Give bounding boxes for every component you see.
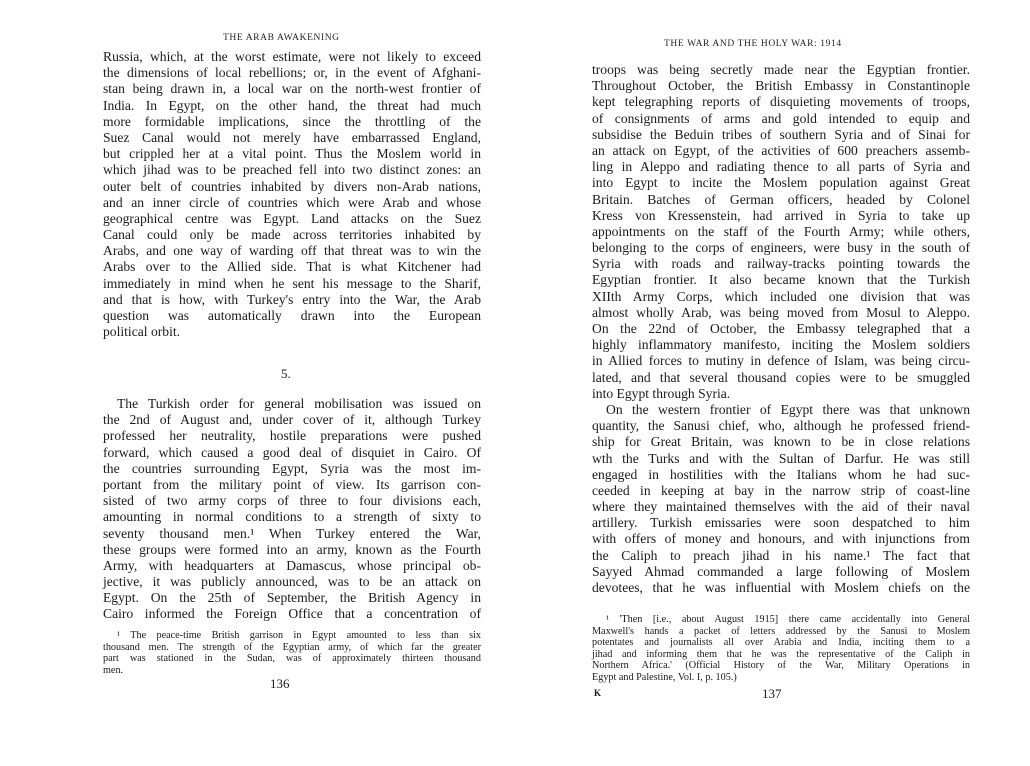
text-line: Army, with headquarters at Damascus, whose principal ob- [103, 557, 481, 573]
text-line: Throughout October, the British Embassy in Constantinople [592, 78, 970, 94]
text-line: Canal could only be made across territories inhabited by [103, 227, 481, 243]
text-line: Egypt. On the 25th of September, the British Agency in [103, 590, 481, 606]
text-line: XIIth Army Corps, which included one division that was [592, 288, 970, 304]
signature-mark: K [594, 688, 602, 698]
text-line: Kress von Kressenstein, had arrived in Syria to take up [592, 207, 970, 223]
running-head: THE WAR AND THE HOLY WAR: 1914 [664, 39, 842, 49]
text-line: and an inner circle of countries which were Arab and whose [103, 194, 481, 210]
text-line: the dimensions of local rebellions; or, in the event of Afghani- [103, 65, 481, 81]
text-line: geographical centre was Egypt. Land attacks on the Suez [103, 210, 481, 226]
text-line: ¹ The peace-time British garrison in Egypt amounted to less than six [117, 630, 481, 641]
text-line: The Turkish order for general mobilisation was issued on [117, 396, 481, 411]
text-line: where they maintained themselves with the aid of their naval [592, 499, 970, 515]
text-line: the 2nd of August and, under cover of it, although Turkey [103, 412, 481, 428]
text-line: with offers of money and honours, and with injunctions from [592, 531, 970, 547]
text-line: these groups were formed into an army, known as the Fourth [103, 541, 481, 557]
text-line: appointments on the staff of the Fourth Army; while others, [592, 223, 970, 239]
text-line: question was automatically drawn into the European [103, 308, 481, 323]
body-text-top [103, 49, 481, 340]
text-line: ship for Great Britain, was known to be in close relations [592, 434, 970, 450]
text-line: outer belt of countries inhabited by divers non-Arab nations, [103, 178, 481, 194]
text-line: jective, it was publicly announced, was to be an attack on [103, 574, 481, 590]
text-line: Cairo informed the Foreign Office that a concentration of [103, 606, 481, 622]
text-line: Northern Africa.' (Official History of the War, Military Operations in [592, 660, 970, 671]
text-line: political orbit. [103, 324, 181, 340]
body-text-bottom [103, 396, 481, 623]
text-line: potentates and journalists all over Arabia and India, inciting them to a [592, 637, 970, 648]
text-line: wth the Turks and with the Sultan of Darfur. He was still [592, 450, 970, 466]
text-line: Arabs, and one way of warding off that threat was to win the [103, 243, 481, 259]
text-line: seventy thousand men.¹ When Turkey entered the War, [103, 525, 481, 541]
text-line: the countries surrounding Egypt, Syria was the most im- [103, 460, 481, 476]
text-line: jihad and informing them that he was the representative of the Caliph in [592, 648, 970, 660]
text-line: into Egypt through Syria. [592, 385, 731, 401]
text-line: Russia, which, at the worst estimate, were not likely to exceed [103, 49, 481, 64]
text-line: On the western frontier of Egypt there was that unknown [606, 401, 970, 417]
text-line: immediately in mind when he sent his message to the Sharif, [103, 275, 481, 291]
text-line: Syria with roads and railway-tracks pointing towards the [592, 256, 970, 272]
text-line: kept telegraphing reports of disquieting movements of troops, [592, 94, 970, 110]
text-line: Suez Canal would not merely have embarrassed England, [103, 129, 481, 145]
text-line: portant from the military point of view. Its garrison con- [103, 476, 481, 492]
running-head: THE ARAB AWAKENING [223, 33, 340, 43]
text-line: Egypt and Palestine, Vol. I, p. 105.) [592, 671, 737, 683]
text-line: On the 22nd of October, the Embassy telegraphed that a [592, 321, 970, 336]
text-line: but crippled her at a vital point. Thus the Moslem world in [103, 146, 481, 162]
text-line: engaged in hostilities with the Italians whom he had suc- [592, 466, 970, 482]
text-line: professed her neutrality, hostile preparations were pushed [103, 428, 481, 444]
footnote [103, 630, 481, 676]
text-line: quantity, the Sanusi chief, who, although he professed friend- [592, 418, 970, 434]
text-line: belonging to the corps of engineers, were busy in the south of [592, 240, 970, 256]
text-line: ceeded in keeping at bay in the narrow strip of coast-line [592, 482, 970, 498]
text-line: artillery. Turkish emissaries were soon despatched to him [592, 515, 970, 531]
text-line: subsidise the Beduin tribes of southern Syria and of Sinai for [592, 126, 970, 142]
text-line: which jihad was to be preached fell into two distinct zones: an [103, 162, 481, 178]
section-number: 5. [281, 366, 291, 381]
text-line: and that is how, with Turkey's entry into the War, the Arab [103, 291, 481, 307]
page-number: 137 [762, 686, 782, 701]
text-line: into Egypt to incite the Moslem population against Great [592, 175, 970, 191]
text-line: amounting in normal conditions to a strength of sixty to [103, 509, 481, 525]
text-line: an attack on Egypt, of the activities of 600 preachers assemb- [592, 142, 970, 158]
text-line: Sayyed Ahmad commanded a large following of Moslem [592, 563, 970, 579]
text-line: troops was being secretly made near the Egyptian frontier. [592, 62, 970, 77]
text-line: ling in Aleppo and radiating thence to all parts of Syria and [592, 159, 970, 175]
text-line: the Caliph to preach jihad in his name.¹ The fact that [592, 547, 970, 563]
text-line: part was stationed in the Sudan, was of approximately thirteen thousand [103, 653, 481, 664]
text-line: Arabs over to the Allied side. That is what Kitchener had [103, 259, 481, 275]
text-line: almost wholly Arab, was being moved from Mosul to Aleppo. [592, 304, 970, 320]
text-line: forward, which caused a good deal of disquiet in Cairo. Of [103, 444, 481, 460]
text-line: sisted of two army corps of three to four divisions each, [103, 493, 481, 509]
text-line: stan being drawn in, a local war on the north-west frontier of [103, 81, 481, 97]
text-line: Maxwell's hands a packet of letters addressed by the Sanusi to Moslem [592, 625, 970, 637]
text-line: of consignments of arms and gold intended to equip and [592, 110, 970, 126]
text-line: lated, and that several thousand copies were to be smuggled [592, 369, 970, 385]
text-line: more formidable implications, since the throttling of the [103, 113, 481, 129]
text-line: devotees, that he was influential with Moslem chiefs on the [592, 580, 970, 595]
text-line: in Allied forces to mutiny in defence of Islam, was being circu- [592, 353, 970, 369]
text-line: highly inflammatory manifesto, inciting the Moslem soldiers [592, 337, 970, 353]
footnote [592, 614, 970, 683]
text-line: ¹ 'Then [i.e., about August 1915] there came accidentally into General [606, 614, 970, 625]
text-line: India. In Egypt, on the other hand, the threat had much [103, 97, 481, 113]
text-line: thousand men. The strength of the Egyptian army, of which far the greater [103, 641, 481, 653]
text-line: men. [103, 664, 124, 676]
body-text [592, 62, 970, 596]
text-line: Britain. Batches of German officers, headed by Colonel [592, 191, 970, 207]
page-number: 136 [270, 676, 290, 691]
text-line: Egyptian frontier. It also became known that the Turkish [592, 272, 970, 288]
